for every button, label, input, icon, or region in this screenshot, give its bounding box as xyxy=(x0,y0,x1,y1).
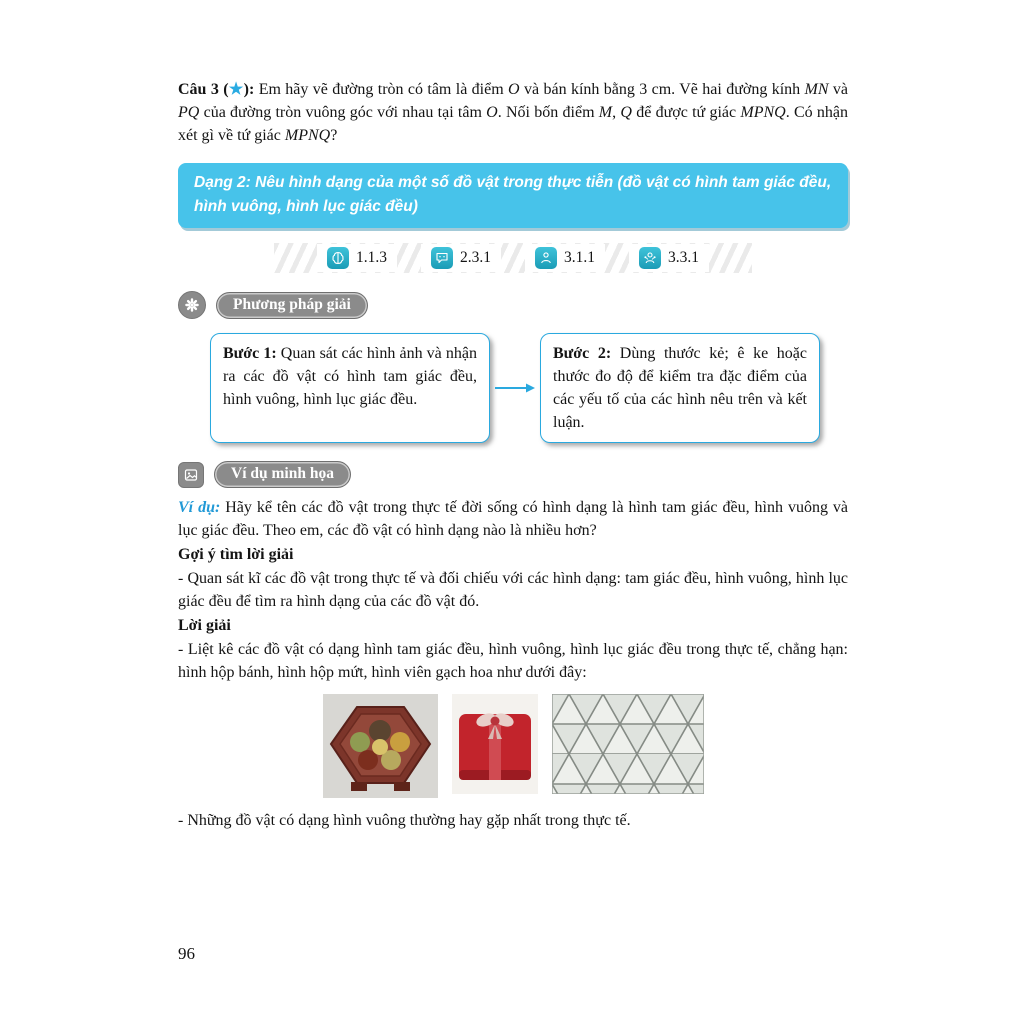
badge-label: 3.3.1 xyxy=(668,249,699,266)
star-icon: ★ xyxy=(228,81,244,98)
person-icon xyxy=(535,247,557,269)
banner-text: Dạng 2: Nêu hình dạng của một số đồ vật trong thực tiễn (đồ vật có hình tam giác đều, hình vuông, hình lục giác đều) xyxy=(194,174,832,215)
badge-label: 3.1.1 xyxy=(564,249,595,266)
question-text: và bán kính bằng 3 cm. Vẽ hai đường kính xyxy=(519,81,805,98)
question-text: của đường tròn vuông góc với nhau tại tâm xyxy=(199,104,487,121)
hexagon-food-box-image xyxy=(323,694,438,798)
competency-badge xyxy=(525,244,605,272)
math-symbol: PQ xyxy=(178,104,200,121)
math-symbol: MPNQ xyxy=(740,104,786,121)
example-intro xyxy=(178,496,848,542)
competency-badge xyxy=(629,244,709,272)
page-number: 96 xyxy=(178,944,195,963)
math-symbol: M xyxy=(598,104,613,121)
solution-text: - Liệt kê các đồ vật có dạng hình tam giác đều, hình vuông, hình lục giác đều trong thực tế, chẳng hạn: hình hộp bánh, hình hộp mứt, hình viên gạch hoa như dưới đây: xyxy=(178,641,848,681)
math-symbol: MPNQ xyxy=(284,127,331,144)
math-symbol: O xyxy=(486,104,498,121)
math-symbol: Q xyxy=(620,104,632,121)
step-1-box xyxy=(210,333,490,443)
step-2-label: Bước 2: xyxy=(553,345,612,362)
question-text: Em hãy vẽ đường tròn có tâm là điểm xyxy=(254,81,509,98)
triangle-tile-pattern-image xyxy=(552,694,704,794)
badge-label: 1.1.3 xyxy=(356,249,387,266)
flower-icon xyxy=(178,291,206,319)
math-symbol: O xyxy=(508,81,520,98)
hint-heading: Gợi ý tìm lời giải xyxy=(178,546,294,563)
method-steps xyxy=(210,333,820,443)
example-intro-text: Hãy kể tên các đồ vật trong thực tế đời sống có hình dạng là hình tam giác đều, hình vuông và lục giác đều. Theo em, các đồ vật có hình dạng nào là nhiều hơn? xyxy=(178,499,848,539)
question-label-close: ): xyxy=(243,81,255,98)
solution-heading: Lời giải xyxy=(178,617,231,634)
vi-du-label: Ví dụ: xyxy=(178,499,221,516)
example-section-header xyxy=(178,461,848,488)
dang-2-banner xyxy=(178,163,848,228)
question-label: Câu 3 ( xyxy=(178,81,229,98)
badge-label: 2.3.1 xyxy=(460,249,491,266)
page-content xyxy=(178,78,848,832)
hint-text: - Quan sát kĩ các đồ vật trong thực tế và đối chiếu với các hình dạng: tam giác đều, hình vuông, hình lục giác đều để tìm ra hình dạng của các đồ vật đó. xyxy=(178,570,848,610)
illustration-row xyxy=(178,694,848,798)
question-text: . Có nhận xét gì về tứ giác xyxy=(178,104,848,144)
question-text: ? xyxy=(330,127,338,144)
competency-badge xyxy=(421,244,501,272)
right-arrow-icon xyxy=(493,381,537,395)
chat-bubble-icon xyxy=(431,247,453,269)
step-1-label: Bước 1: xyxy=(223,345,277,362)
conclusion-text: - Những đồ vật có dạng hình vuông thường hay gặp nhất trong thực tế. xyxy=(178,812,631,829)
competency-badge xyxy=(317,244,397,272)
math-symbol: MN xyxy=(804,81,829,98)
competency-badge-band xyxy=(274,243,752,273)
picture-icon xyxy=(178,462,204,488)
question-text: , xyxy=(612,104,621,121)
method-section-header xyxy=(178,291,848,319)
person-network-icon xyxy=(639,247,661,269)
method-pill: Phương pháp giải xyxy=(216,292,368,319)
brain-icon xyxy=(327,247,349,269)
question-text: để được tứ giác xyxy=(631,104,741,121)
step-arrow xyxy=(490,333,540,443)
question-paragraph xyxy=(178,78,848,147)
question-text: và xyxy=(828,81,849,98)
step-2-text: Dùng thước kẻ; ê ke hoặc thước đo độ để kiểm tra đặc điểm của các yếu tố của các hình nêu trên và kết luận. xyxy=(553,345,808,431)
step-1-text: Quan sát các hình ảnh và nhận ra các đồ vật có hình tam giác đều, hình vuông, hình lục giác đều. xyxy=(223,345,478,408)
step-2-box xyxy=(540,333,820,443)
example-pill: Ví dụ minh họa xyxy=(214,461,351,488)
question-text: . Nối bốn điểm xyxy=(497,104,599,121)
red-gift-box-image xyxy=(452,694,538,794)
